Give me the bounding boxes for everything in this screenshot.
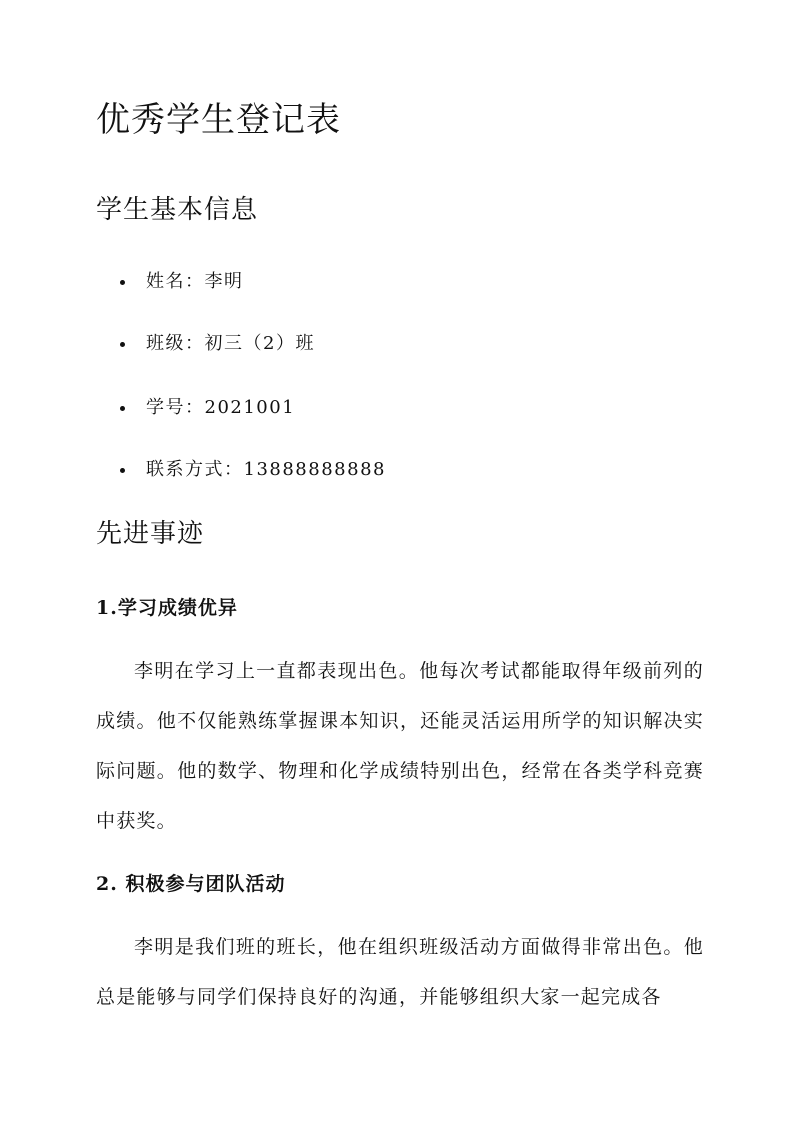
info-name: 姓名：李明 (146, 271, 244, 292)
bullet-icon (120, 468, 125, 473)
info-contact: 联系方式：13888888888 (146, 459, 386, 480)
bullet-icon (120, 342, 125, 347)
info-class: 班级：初三（2）班 (146, 333, 315, 354)
section-heading-basic-info: 学生基本信息 (96, 195, 259, 225)
bullet-icon (120, 406, 125, 411)
page-title: 优秀学生登记表 (96, 100, 341, 140)
section-heading-achievements: 先进事迹 (96, 519, 205, 549)
subsection-heading-academic: 1.学习成绩优异 (96, 597, 238, 619)
paragraph-team-activities: 李明是我们班的班长，他在组织班级活动方面做得非常出色。他总是能够与同学们保持良好的沟通，并能够组织大家一起完成各 (96, 936, 704, 1008)
paragraph-academic: 李明在学习上一直都表现出色。他每次考试都能取得年级前列的成绩。他不仅能熟练掌握课本知识，还能灵活运用所学的知识解决实际问题。他的数学、物理和化学成绩特别出色，经常在各类学科竞赛中获奖。 (96, 660, 704, 832)
bullet-icon (120, 280, 125, 285)
subsection-heading-team-activities: 2. 积极参与团队活动 (96, 873, 286, 895)
info-student-id: 学号：2021001 (146, 397, 296, 418)
